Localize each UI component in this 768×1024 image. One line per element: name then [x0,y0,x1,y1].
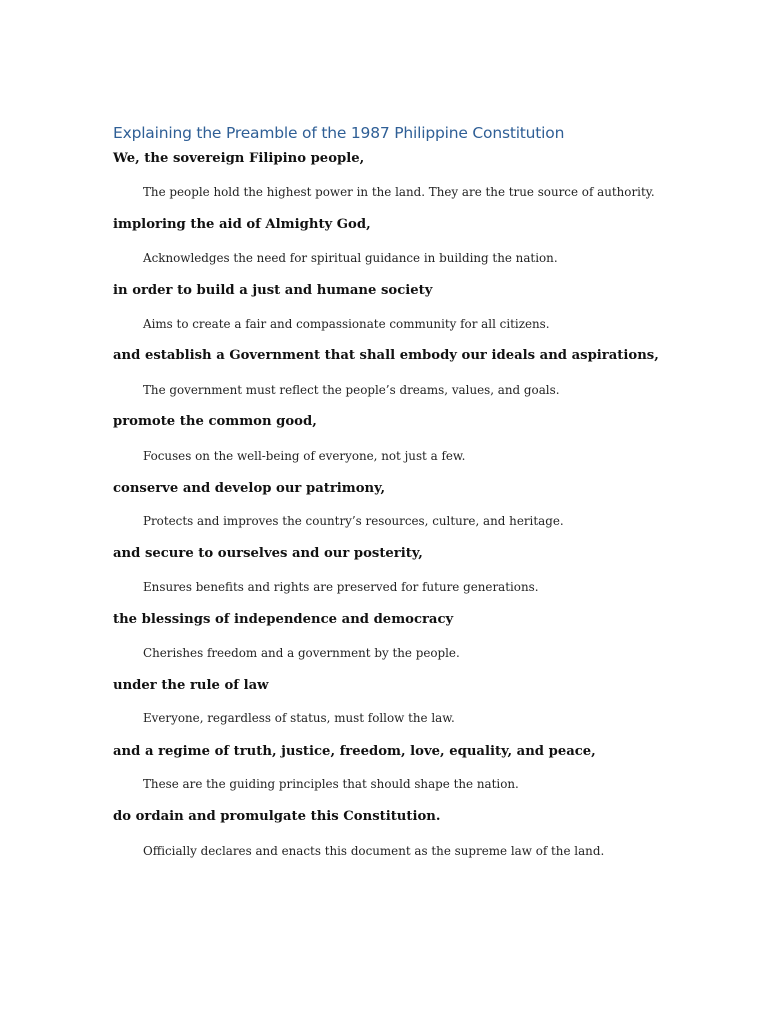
section-heading: promote the common good, [113,414,317,429]
section-explanation: Everyone, regardless of status, must follow the law. [143,711,455,725]
section-explanation: These are the guiding principles that should shape the nation. [143,777,519,791]
section-explanation: Cherishes freedom and a government by the people. [143,646,460,660]
section-heading: in order to build a just and humane society [113,283,433,298]
section-heading: imploring the aid of Almighty God, [113,217,371,232]
section-heading: and establish a Government that shall embody our ideals and aspirations, [113,348,659,363]
section-explanation: Protects and improves the country’s resources, culture, and heritage. [143,514,564,528]
section-explanation: Acknowledges the need for spiritual guidance in building the nation. [143,251,558,265]
section-heading: do ordain and promulgate this Constitution. [113,809,441,824]
section-heading: conserve and develop our patrimony, [113,481,386,496]
section-heading: and a regime of truth, justice, freedom, love, equality, and peace, [113,744,596,759]
section-heading: We, the sovereign Filipino people, [113,151,365,166]
section-heading: under the rule of law [113,678,269,693]
section-explanation: The people hold the highest power in the land. They are the true source of authority. [143,185,655,199]
section-explanation: Officially declares and enacts this document as the supreme law of the land. [143,844,605,858]
section-explanation: Ensures benefits and rights are preserved for future generations. [143,580,539,594]
section-heading: and secure to ourselves and our posterity, [113,546,423,561]
section-explanation: The government must reflect the people’s dreams, values, and goals. [143,383,560,397]
section-heading: the blessings of independence and democracy [113,612,454,627]
section-explanation: Focuses on the well-being of everyone, not just a few. [143,449,466,463]
section-explanation: Aims to create a fair and compassionate community for all citizens. [143,317,550,331]
document-title: Explaining the Preamble of the 1987 Philippine Constitution [113,124,565,142]
